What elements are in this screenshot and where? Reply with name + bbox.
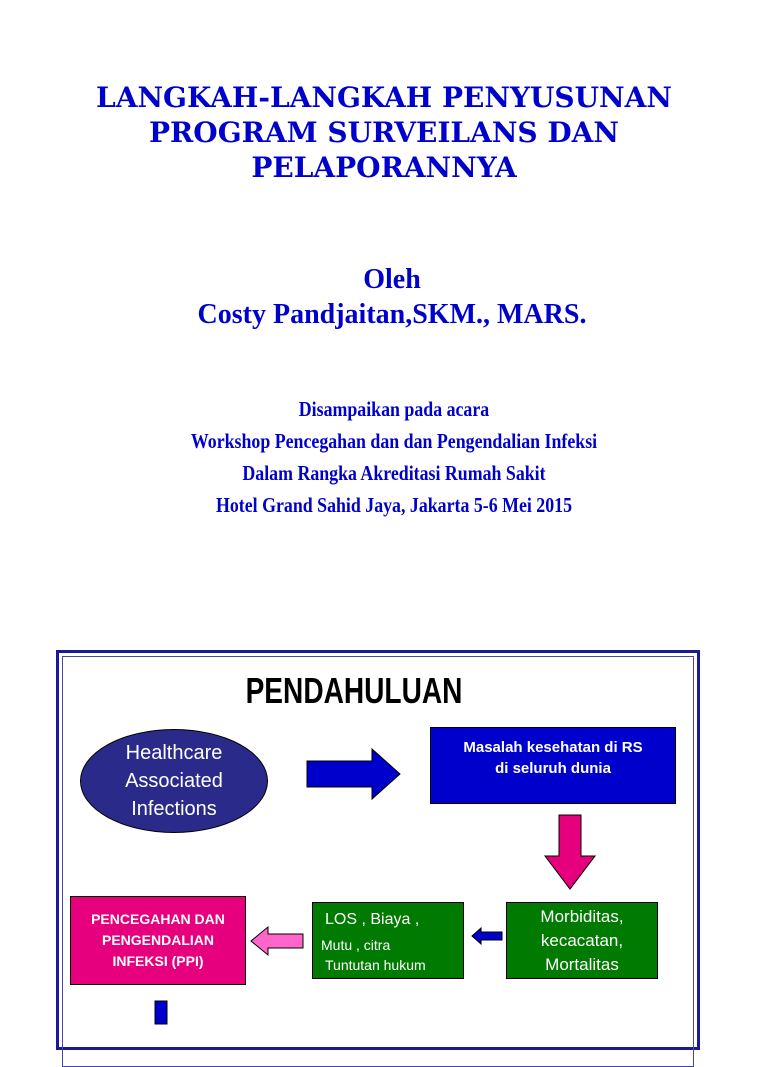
ppi-line-3: INFEKSI (PPI) [112, 953, 204, 969]
masalah-box [430, 727, 676, 804]
masalah-line-2: di seluruh dunia [495, 760, 611, 777]
hai-line-2: Associated [125, 770, 223, 792]
event-line-1: Disampaikan pada acara [298, 397, 490, 421]
hai-line-1: Healthcare [125, 742, 223, 764]
author-name: Costy Pandjaitan,SKM., MARS. [197, 299, 587, 330]
los-line-3: Tuntutan hukum [325, 957, 426, 973]
event-line-3: Dalam Rangka Akreditasi Rumah Sakit [242, 461, 546, 485]
event-line-4: Hotel Grand Sahid Jaya, Jakarta 5-6 Mei 2015 [215, 493, 573, 517]
arrow-right-icon [306, 748, 402, 800]
event-info [59, 393, 729, 521]
ppi-line-1: PENCEGAHAN DAN [91, 911, 225, 927]
arrow-left-small-icon [471, 927, 503, 945]
author-by: Oleh [363, 264, 421, 295]
arrow-down-blue-icon [154, 1000, 168, 1024]
event-line-2: Workshop Pencegahan dan dan Pengendalian Infeksi [190, 429, 598, 453]
morbiditas-box [506, 902, 658, 979]
ppi-line-2: PENGENDALIAN [101, 932, 214, 948]
morbiditas-line-2: kecacatan, [540, 931, 624, 950]
masalah-line-1: Masalah kesehatan di RS [463, 739, 643, 756]
author-block [0, 262, 768, 332]
los-line-2: Mutu , citra [321, 937, 391, 953]
slide-title [0, 80, 768, 185]
morbiditas-line-1: Morbiditas, [540, 907, 624, 926]
los-line-1: LOS , Biaya , [325, 911, 420, 928]
title-line-3: PELAPORANNYA [251, 151, 517, 184]
ppi-box [70, 896, 246, 985]
title-line-1: LANGKAH-LANGKAH PENYUSUNAN [96, 81, 672, 114]
title-line-2: PROGRAM SURVEILANS DAN [148, 116, 619, 149]
los-box [312, 902, 464, 979]
hai-ellipse [80, 729, 268, 833]
arrow-left-pink-icon [250, 926, 304, 956]
arrow-down-icon [544, 814, 596, 890]
morbiditas-line-3: Mortalitas [545, 955, 619, 974]
hai-line-3: Infections [131, 798, 217, 820]
slide-2-title: PENDAHULUAN [245, 670, 463, 711]
